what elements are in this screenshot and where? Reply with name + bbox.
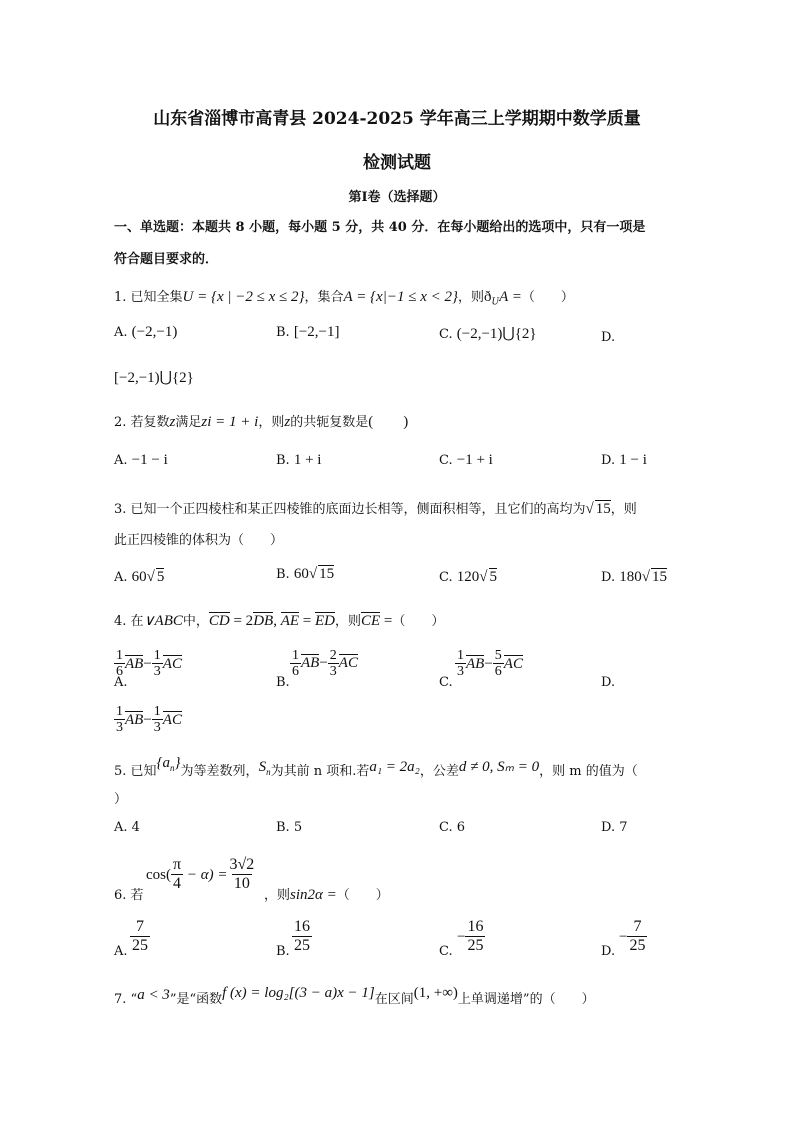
q4-text-2: 中， (182, 614, 209, 629)
q3-option-a: A. 60√ 5 (114, 569, 165, 585)
q4-option-b-expr (290, 648, 358, 679)
q2-text-4: 的共轭复数是 (290, 415, 369, 430)
option-coef: 60 (131, 569, 147, 585)
q4-eq-2: = (299, 613, 315, 629)
option-coef: 60 (293, 566, 309, 582)
frac-den: 6 (116, 664, 123, 679)
q1-blank: （ ） (521, 290, 574, 305)
question-1 (114, 286, 574, 308)
minus-sign: − (319, 655, 328, 671)
minus-sign: − (484, 656, 493, 672)
q4-vec-cd: CD (208, 613, 230, 629)
q4-eq: = 2 (229, 613, 254, 629)
q5-option-c: C. 6 (439, 820, 466, 835)
q5-text-4: ，公差 (419, 764, 459, 779)
frac-den: 25 (467, 937, 484, 954)
q4-blank: （ ） (392, 614, 445, 629)
frac-den: 25 (294, 937, 310, 954)
option-label: A. (114, 325, 128, 340)
q1-text-3: ，则 (457, 290, 484, 305)
question-5 (114, 755, 638, 781)
q3-option-d: D. 180√ 15 (601, 569, 667, 585)
q1-option-d-value: [−2,−1)⋃{2} (114, 370, 194, 386)
option-value: (−2,−1) (131, 324, 178, 340)
q2-text-3: ，则 (258, 415, 285, 430)
option-label: A. (114, 453, 128, 468)
q2-blank: ( ) (368, 414, 409, 430)
option-value: [−2,−1] (293, 324, 340, 340)
vec-ac: AC (162, 656, 182, 672)
q6-mid (264, 884, 389, 904)
q1-text-2: ，集合 (304, 290, 344, 305)
frac-den: 3 (329, 664, 337, 679)
vec-ab: AB (301, 655, 320, 671)
frac-num: 3√2 (229, 856, 255, 873)
volume-label: 第Ⅰ卷（选择题） (348, 190, 446, 205)
frac-den: 4 (173, 875, 182, 892)
q3-text: 3. 已知一个正四棱柱和某正四棱锥的底面边长相等，侧面积相等，且它们的高均为 (114, 502, 586, 517)
q6-cos: cos( (146, 867, 171, 883)
q5-text: 5. 已知 (114, 764, 157, 779)
q2-option-d (601, 452, 647, 469)
q4-option-c-label: C. (439, 675, 453, 690)
q5-option-d: D. 7 (601, 820, 628, 835)
q6-text: ，则 (264, 888, 291, 903)
q5-close: ） (114, 792, 128, 807)
vec-ab: AB (466, 656, 485, 672)
question-2 (114, 410, 408, 431)
q6-option-c-value (457, 918, 485, 955)
q6-option-a-value (130, 918, 150, 955)
sign: − (619, 929, 628, 945)
q5-text-5: ，则 m 的值为（ (539, 764, 638, 779)
q1-complement-sub: U (491, 297, 500, 308)
q4-vec-ed: ED (314, 613, 335, 629)
option-label: B. (276, 567, 290, 582)
frac-num: 16 (467, 918, 484, 935)
question-4 (114, 610, 444, 630)
q5-seq-sub: n (170, 763, 175, 773)
frac-den: 25 (629, 937, 646, 954)
section-heading: 一、单选题：本题共 8 小题，每小题 5 分，共 40 分．在每小题给出的选项中，只有一项是 (114, 220, 646, 235)
frac-num: 1 (116, 648, 123, 663)
frac-num: 1 (457, 648, 464, 663)
q2-text-2: 满足 (175, 415, 202, 430)
option-radicand: 15 (319, 566, 335, 582)
option-value: 1 − i (619, 452, 647, 468)
q5-text-3: 为其前 n 项和.若 (270, 764, 370, 779)
q1-option-b (276, 324, 340, 341)
q1-complement: ð (484, 289, 492, 305)
option-label: C. (439, 327, 453, 342)
q6-option-d-value (619, 918, 647, 955)
q7-text-4: 上单调递增”的（ ） (457, 992, 595, 1007)
frac-num: 2 (329, 648, 337, 663)
q7-cond: a < 3 (137, 987, 170, 1003)
title-line-1: 山东省淄博市高青县 2024-2025 学年高三上学期期中数学质量 (153, 109, 641, 129)
option-coef: 180 (619, 569, 642, 585)
q4-triangle: ∨ABC (143, 613, 183, 629)
frac-num: 16 (294, 918, 310, 935)
q2-text: 2. 若复数 (114, 415, 170, 430)
option-value: −1 − i (131, 452, 168, 468)
frac-num: 1 (116, 704, 123, 719)
q4-option-b-label: B. (276, 675, 290, 690)
q2-option-b (276, 452, 321, 469)
option-value: −1 + i (456, 452, 493, 468)
q7-text-2: ”是“函数 (169, 992, 223, 1007)
vec-ac: AC (162, 712, 182, 728)
option-value: (−2,−1)⋃{2} (456, 326, 537, 342)
q7-text: 7. “ (114, 992, 138, 1007)
q6-option-b-label: B. (276, 944, 290, 959)
option-coef: 120 (456, 569, 480, 585)
q2-option-a (114, 452, 168, 469)
q5-sn: S (258, 759, 267, 775)
q7-function: f (x) = log₂[(3 − a)x − 1] (222, 985, 375, 1001)
frac-num: 7 (136, 918, 144, 935)
q3-option-c: C. 120√ 5 (439, 569, 497, 585)
q4-option-d-expr (114, 704, 182, 735)
q5-seq: {a (156, 755, 171, 771)
question-3: 3. 已知一个正四棱柱和某正四棱锥的底面边长相等，侧面积相等，且它们的高均为√ 15，则 (114, 501, 637, 517)
q3-radicand: 15 (595, 501, 611, 517)
q5-seq-close: } (174, 755, 181, 771)
vec-ab: AB (125, 712, 144, 728)
q4-text-3: ，则 (334, 614, 361, 629)
question-7 (114, 985, 595, 1008)
option-label: B. (276, 325, 290, 340)
q1-text: 1. 已知全集 (114, 290, 183, 305)
q4-option-a-label: A. (114, 675, 128, 690)
frac-num: π (173, 856, 182, 873)
option-value: 1 + i (293, 452, 322, 468)
frac-den: 25 (132, 937, 148, 954)
q5-sn-sub: n (266, 767, 271, 777)
frac-den: 3 (116, 720, 123, 735)
q4-eq-3: = (380, 613, 393, 629)
q6-option-c-label: C. (439, 944, 453, 959)
q4-vec-ce: CE (361, 613, 381, 629)
option-label: D. (601, 570, 616, 585)
option-radicand: 15 (651, 569, 667, 585)
option-label: C. (439, 570, 453, 585)
option-radicand: 5 (489, 569, 497, 585)
q5-option-a: A. 4 (114, 820, 140, 835)
frac-den: 3 (153, 720, 161, 735)
frac-num: 1 (153, 648, 161, 663)
frac-den: 6 (494, 664, 502, 679)
vec-ab: AB (125, 656, 144, 672)
frac-num: 1 (292, 648, 299, 663)
frac-den: 6 (292, 664, 299, 679)
q1-set-a: A = {x|−1 ≤ x < 2} (343, 289, 458, 305)
q4-text: 4. 在 (114, 614, 144, 629)
q2-option-c (439, 452, 493, 469)
q3-text-end: ，则 (610, 502, 637, 517)
q3-option-b: B. 60√ 15 (276, 566, 335, 582)
q5-option-b: B. 5 (276, 820, 303, 835)
q7-interval: (1, +∞) (413, 985, 458, 1001)
vec-ac: AC (338, 655, 358, 671)
option-label: A. (114, 570, 128, 585)
q4-comma: , (273, 613, 281, 629)
frac-den: 10 (233, 875, 250, 892)
q5-text-2: 为等差数列， (180, 764, 259, 779)
option-label: D. (601, 453, 616, 468)
q2-var: z (169, 414, 176, 430)
option-label: B. (276, 453, 290, 468)
q4-vec-db: DB (253, 613, 274, 629)
q6-sin: sin2α = (290, 887, 337, 903)
frac-num: 1 (153, 704, 161, 719)
title-line-2: 检测试题 (363, 153, 431, 173)
q1-complement-a: A = (499, 289, 522, 305)
section-heading-cont: 符合题目要求的． (114, 252, 219, 267)
q1-option-d-label: D. (601, 330, 616, 345)
minus-sign: − (143, 656, 152, 672)
frac-num: 7 (633, 918, 642, 935)
q4-option-c-expr (455, 648, 523, 679)
q1-option-a (114, 324, 177, 341)
q4-vec-ae: AE (280, 613, 300, 629)
option-label: C. (439, 453, 453, 468)
q6-alpha: − α) = (183, 867, 228, 883)
q6-blank: （ ） (336, 888, 389, 903)
q4-option-d-label: D. (601, 675, 616, 690)
sign: − (457, 929, 466, 945)
minus-sign: − (143, 712, 152, 728)
q5-cond-2: d ≠ 0, Sₘ = 0 (458, 759, 540, 775)
frac-den: 3 (457, 664, 464, 679)
q1-option-c (439, 324, 537, 343)
q5-cond-1: a₁ = 2a₂ (369, 759, 420, 775)
frac-den: 3 (153, 664, 161, 679)
q6-prefix: 6. 若 (114, 888, 144, 903)
option-radicand: 5 (156, 569, 165, 585)
q2-equation: zi = 1 + i (201, 414, 259, 430)
q1-set-u: U = {x | −2 ≤ x ≤ 2} (182, 289, 305, 305)
q6-option-d-label: D. (601, 944, 616, 959)
q2-var-2: z (284, 414, 291, 430)
vec-ac: AC (503, 656, 523, 672)
q6-option-b-value (292, 918, 312, 955)
frac-num: 5 (494, 648, 502, 663)
q7-text-3: 在区间 (374, 992, 414, 1007)
q6-option-a-label: A. (114, 944, 128, 959)
q6-condition (146, 856, 256, 893)
question-3-cont: 此正四棱锥的体积为（ ） (114, 533, 284, 548)
